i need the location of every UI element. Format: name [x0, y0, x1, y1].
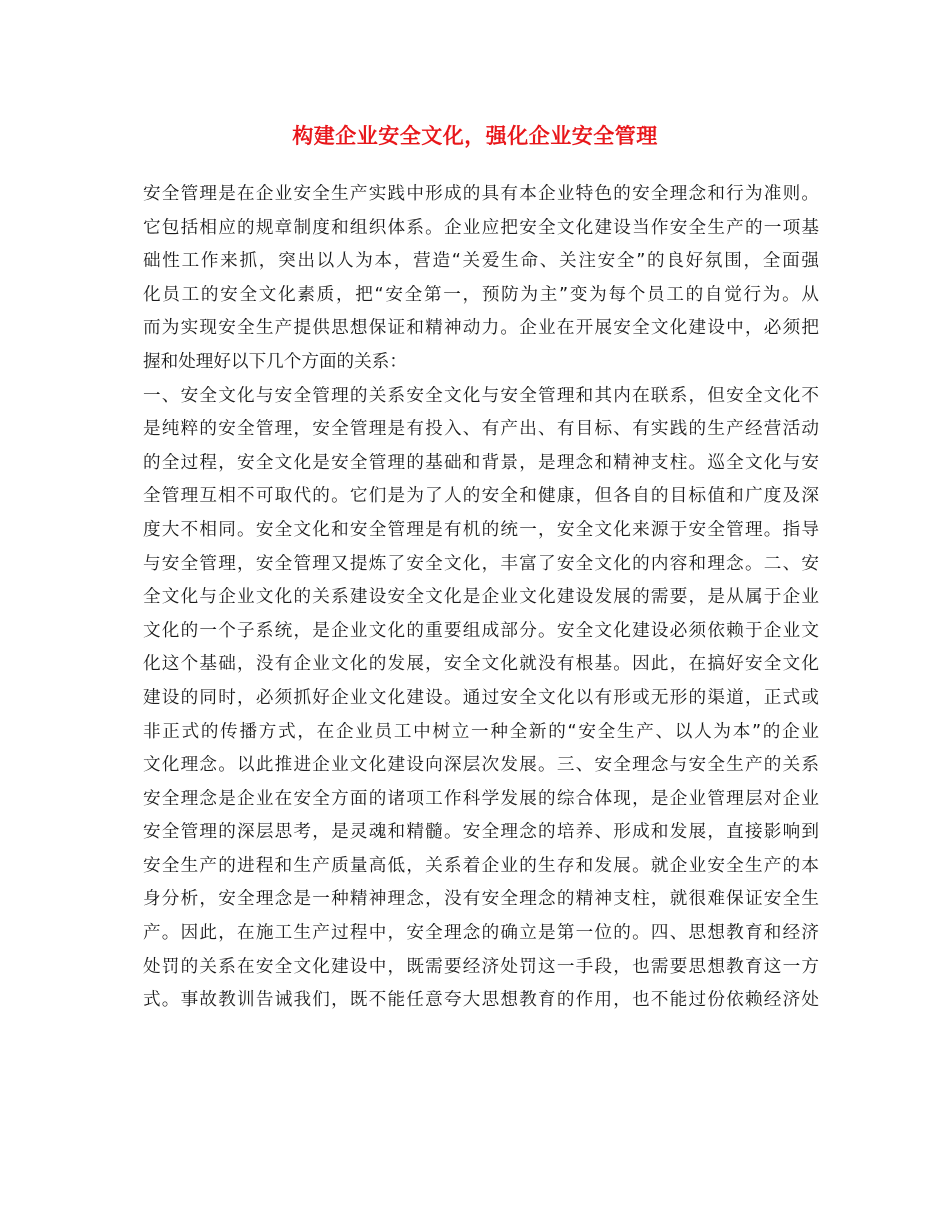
body-line: 它包括相应的规章制度和组织体系。企业应把安全文化建设当作安全生产的一项基 — [143, 217, 819, 238]
body-line: 安全管理是在企业安全生产实践中形成的具有本企业特色的安全理念和行为准则。 — [143, 184, 819, 204]
body-line: 全管理互相不可取代的。它们是为了人的安全和健康，但各自的目标值和广度及深 — [143, 486, 819, 507]
body-line: 文化理念。以此推进企业文化建设向深层次发展。三、安全理念与安全生产的关系 — [143, 755, 819, 776]
body-line: 一、安全文化与安全管理的关系安全文化与安全管理和其内在联系，但安全文化不 — [143, 385, 819, 406]
document-title: 构建企业安全文化，强化企业安全管理 — [292, 124, 658, 148]
body-line: 是纯粹的安全管理，安全管理是有投入、有产出、有目标、有实践的生产经营活动 — [143, 419, 819, 440]
document-body — [143, 178, 819, 1018]
body-line: 安全理念是企业在安全方面的诸项工作科学发展的综合体现，是企业管理层对企业 — [143, 788, 819, 809]
body-line: 握和处理好以下几个方面的关系： — [143, 351, 407, 372]
body-line: 文化的一个子系统，是企业文化的重要组成部分。安全文化建设必须依赖于企业文 — [143, 620, 819, 641]
body-line: 化员工的安全文化素质，把“安全第一，预防为主”变为每个员工的自觉行为。从 — [143, 284, 819, 305]
body-line: 全文化与企业文化的关系建设安全文化是企业文化建设发展的需要，是从属于企业 — [143, 587, 819, 608]
body-line: 与安全管理，安全管理又提炼了安全文化，丰富了安全文化的内容和理念。二、安 — [143, 553, 819, 574]
body-line: 非正式的传播方式，在企业员工中树立一种全新的“安全生产、以人为本”的企业 — [143, 721, 819, 742]
body-line: 产。因此，在施工生产过程中，安全理念的确立是第一位的。四、思想教育和经济 — [143, 923, 819, 944]
body-line: 安全生产的进程和生产质量高低，关系着企业的生存和发展。就企业安全生产的本 — [143, 855, 819, 876]
body-line: 化这个基础，没有企业文化的发展，安全文化就没有根基。因此，在搞好安全文化 — [143, 654, 819, 675]
body-line: 建设的同时，必须抓好企业文化建设。通过安全文化以有形或无形的渠道，正式或 — [143, 687, 819, 708]
body-line: 而为实现安全生产提供思想保证和精神动力。企业在开展安全文化建设中，必须把 — [143, 318, 819, 339]
body-line: 础性工作来抓，突出以人为本，营造“关爱生命、关注安全”的良好氛围，全面强 — [143, 251, 819, 272]
body-line: 式。事故教训告诫我们，既不能任意夸大思想教育的作用，也不能过份依赖经济处 — [143, 990, 819, 1011]
body-line: 处罚的关系在安全文化建设中，既需要经济处罚这一手段，也需要思想教育这一方 — [143, 956, 819, 977]
body-line: 身分析，安全理念是一种精神理念，没有安全理念的精神支柱，就很难保证安全生 — [143, 889, 819, 910]
body-line: 的全过程，安全文化是安全管理的基础和背景，是理念和精神支柱。巡全文化与安 — [143, 452, 819, 473]
body-line: 安全管理的深层思考，是灵魂和精髓。安全理念的培养、形成和发展，直接影响到 — [143, 822, 819, 843]
body-line: 度大不相同。安全文化和安全管理是有机的统一，安全文化来源于安全管理。指导 — [143, 519, 819, 540]
